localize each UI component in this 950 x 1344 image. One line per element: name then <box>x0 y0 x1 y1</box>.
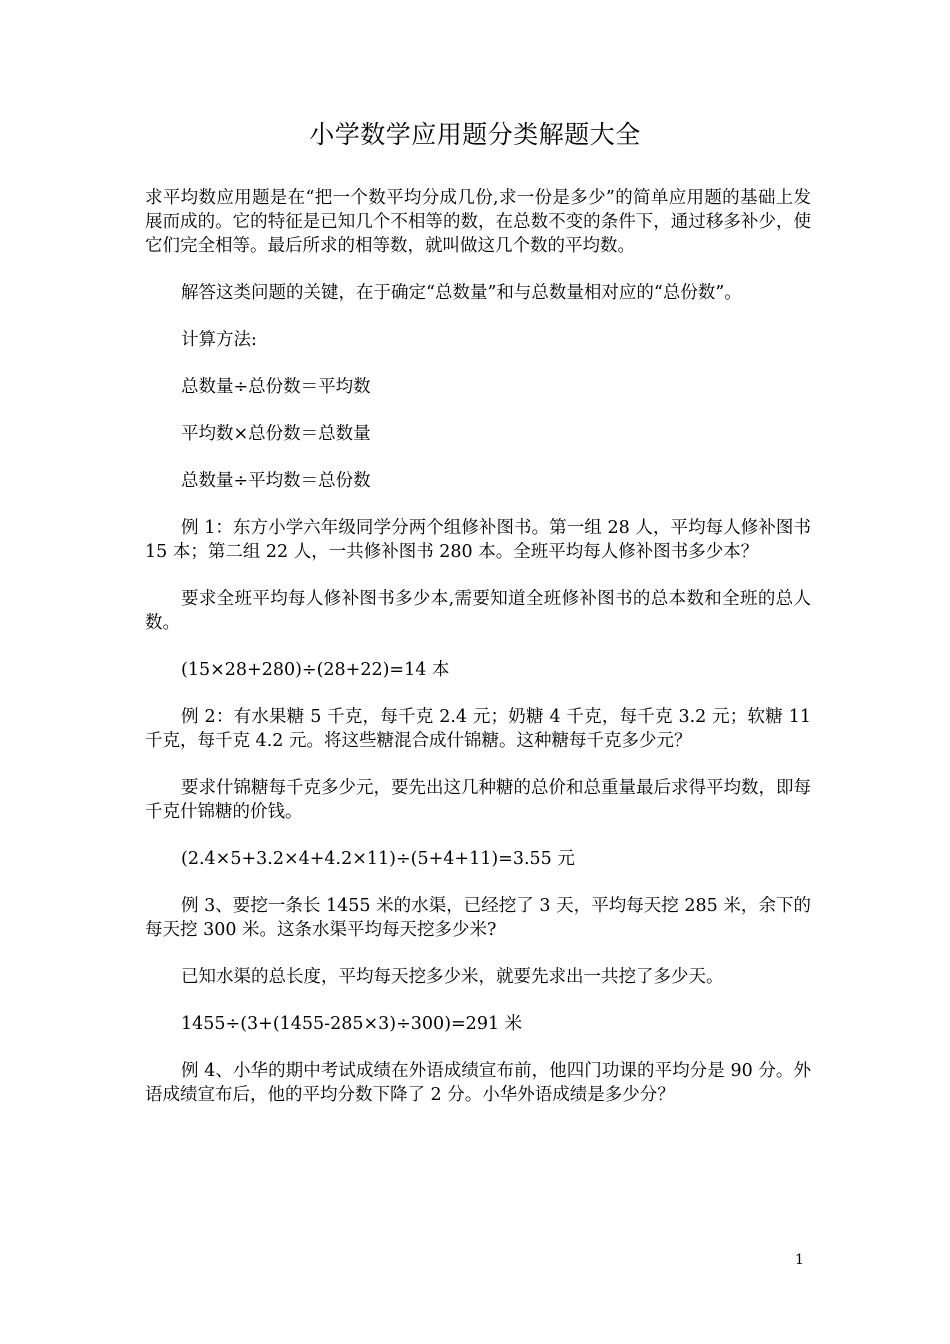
paragraph-key-point: 解答这类问题的关键，在于确定“总数量”和与总数量相对应的“总份数”。 <box>181 283 742 303</box>
example-problem: 例 1：东方小学六年级同学分两个组修补图书。第一组 28 人，平均每人修补图书 15 本；第二组 22 人，一共修补图书 280 本。全班平均每人修补图书多少本？ <box>145 518 811 562</box>
formula-line: 总数量÷总份数＝平均数 <box>181 377 371 397</box>
paragraph-method-heading: 计算方法: <box>181 330 257 350</box>
example-analysis: 要求全班平均每人修补图书多少本,需要知道全班修补图书的总本数和全班的总人数。 <box>145 589 811 633</box>
example-analysis: 已知水渠的总长度，平均每天挖多少米，就要先求出一共挖了多少天。 <box>181 967 724 987</box>
example-problem: 例 4、小华的期中考试成绩在外语成绩宣布前，他四门功课的平均分是 90 分。外语成绩宣布后，他的平均分数下降了 2 分。小华外语成绩是多少分？ <box>145 1061 811 1105</box>
formula-line: 总数量÷平均数＝总份数 <box>181 471 371 491</box>
example-analysis: 要求什锦糖每千克多少元，要先出这几种糖的总价和总重量最后求得平均数，即每千克什锦糖的价钱。 <box>145 778 811 822</box>
example-solution: (2.4×5+3.2×4+4.2×11)÷(5+4+11)=3.55 元 <box>181 849 575 869</box>
document-body <box>145 186 811 1130</box>
example-solution: (15×28+280)÷(28+22)=14 本 <box>181 660 450 680</box>
document-title: 小学数学应用题分类解题大全 <box>309 120 641 149</box>
example-problem: 例 2：有水果糖 5 千克，每千克 2.4 元；奶糖 4 千克，每千克 3.2 元；软糖 11 千克，每千克 4.2 元。将这些糖混合成什锦糖。这种糖每千克多少元？ <box>145 707 811 751</box>
formula-line: 平均数×总份数＝总数量 <box>181 424 371 444</box>
page-number: 1 <box>795 1252 804 1268</box>
example-problem: 例 3、要挖一条长 1455 米的水渠，已经挖了 3 天，平均每天挖 285 米，余下的每天挖 300 米。这条水渠平均每天挖多少米? <box>145 896 811 940</box>
example-solution: 1455÷(3+(1455-285×3)÷300)=291 米 <box>181 1014 523 1034</box>
paragraph-intro: 求平均数应用题是在“把一个数平均分成几份,求一份是多少”的简单应用题的基础上发展而成的。它的特征是已知几个不相等的数，在总数不变的条件下，通过移多补少，使它们完全相等。最后所求的相等数，就叫做这几个数的平均数。 <box>145 188 811 256</box>
